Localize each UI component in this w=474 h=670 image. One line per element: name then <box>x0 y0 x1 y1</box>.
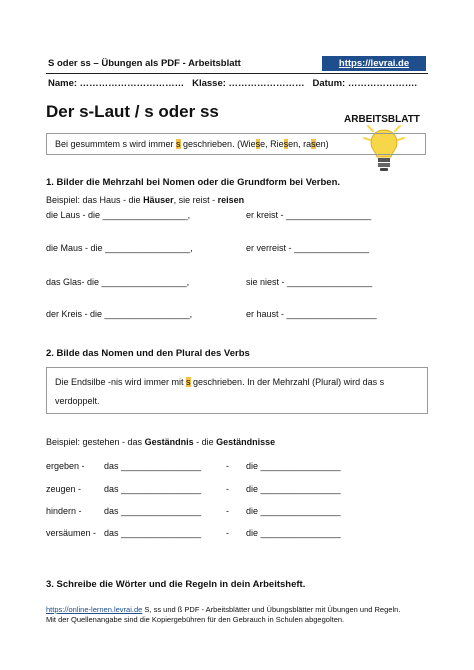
section1-row-left[interactable]: der Kreis - die _________________, <box>46 309 193 319</box>
section2-noun-blank[interactable]: das ________________ <box>104 506 202 516</box>
footer-copyright-note: Mit der Quellenangabe sind die Kopiergebühren für den Gebrauch in Schulen abgegolten. <box>46 615 345 624</box>
section2-noun-blank[interactable]: das ________________ <box>104 461 202 471</box>
rule-box-2: Die Endsilbe -nis wird immer mit s geschrieben. In der Mehrzahl (Plural) wird das s verdoppelt. <box>46 367 428 414</box>
date-field[interactable]: Datum: …………………. <box>312 78 417 89</box>
header-website-link[interactable]: https://levrai.de <box>322 56 426 71</box>
section2-noun-blank[interactable]: das ________________ <box>104 528 202 538</box>
class-field[interactable]: Klasse: …………………… <box>192 78 305 89</box>
section1-row-left[interactable]: das Glas- die _________________, <box>46 277 190 287</box>
section2-dash: - <box>226 484 229 494</box>
rule-box: Bei gesummtem s wird immer s geschrieben. (Wiese, Riesen, rasen) <box>46 133 426 155</box>
highlighted-letter: s <box>176 139 181 149</box>
name-field[interactable]: Name: …………………………… <box>48 78 185 89</box>
section2-plural-blank[interactable]: die ________________ <box>246 461 341 471</box>
section2-plural-blank[interactable]: die ________________ <box>246 528 341 538</box>
header-title: S oder ss – Übungen als PDF - Arbeitsblatt <box>48 58 241 69</box>
footer <box>46 605 400 625</box>
section1-heading: 1. Bilder die Mehrzahl bei Nomen oder die Grundform bei Verben. <box>46 177 341 188</box>
header-divider <box>46 73 428 74</box>
page-title: Der s-Laut / s oder ss <box>46 102 219 121</box>
section2-dash: - <box>226 506 229 516</box>
section2-example: Beispiel: gestehen - das Geständnis - die Geständnisse <box>46 437 276 447</box>
section1-row-left[interactable]: die Laus - die _________________, <box>46 210 191 220</box>
section2-noun-blank[interactable]: das ________________ <box>104 484 202 494</box>
section1-row-right[interactable]: er haust - __________________ <box>246 309 377 319</box>
header-fields <box>48 78 417 89</box>
section2-verb: hindern - <box>46 506 82 516</box>
section2-verb: ergeben - <box>46 461 85 471</box>
section1-example: Beispiel: das Haus - die Häuser, sie reist - reisen <box>46 195 245 205</box>
section3-heading: 3. Schreibe die Wörter und die Regeln in dein Arbeitsheft. <box>46 579 306 590</box>
section1-row-right[interactable]: sie niest - _________________ <box>246 277 373 287</box>
section2-plural-blank[interactable]: die ________________ <box>246 506 341 516</box>
section1-row-right[interactable]: er verreist - _______________ <box>246 243 370 253</box>
footer-text: S, ss und ß PDF - Arbeitsblätter und Übungsblätter mit Übungen und Regeln. <box>142 605 401 614</box>
section2-verb: zeugen - <box>46 484 82 494</box>
section1-row-left[interactable]: die Maus - die _________________, <box>46 243 193 253</box>
worksheet-badge-label: ARBEITSBLATT <box>344 114 420 125</box>
section2-plural-blank[interactable]: die ________________ <box>246 484 341 494</box>
section2-verb: versäumen - <box>46 528 97 538</box>
section2-dash: - <box>226 461 229 471</box>
section1-row-right[interactable]: er kreist - _________________ <box>246 210 372 220</box>
section2-dash: - <box>226 528 229 538</box>
footer-link[interactable]: https://online-lernen.levrai.de <box>46 605 143 614</box>
highlighted-letter: s <box>186 377 191 387</box>
section2-heading: 2. Bilde das Nomen und den Plural des Verbs <box>46 348 250 359</box>
